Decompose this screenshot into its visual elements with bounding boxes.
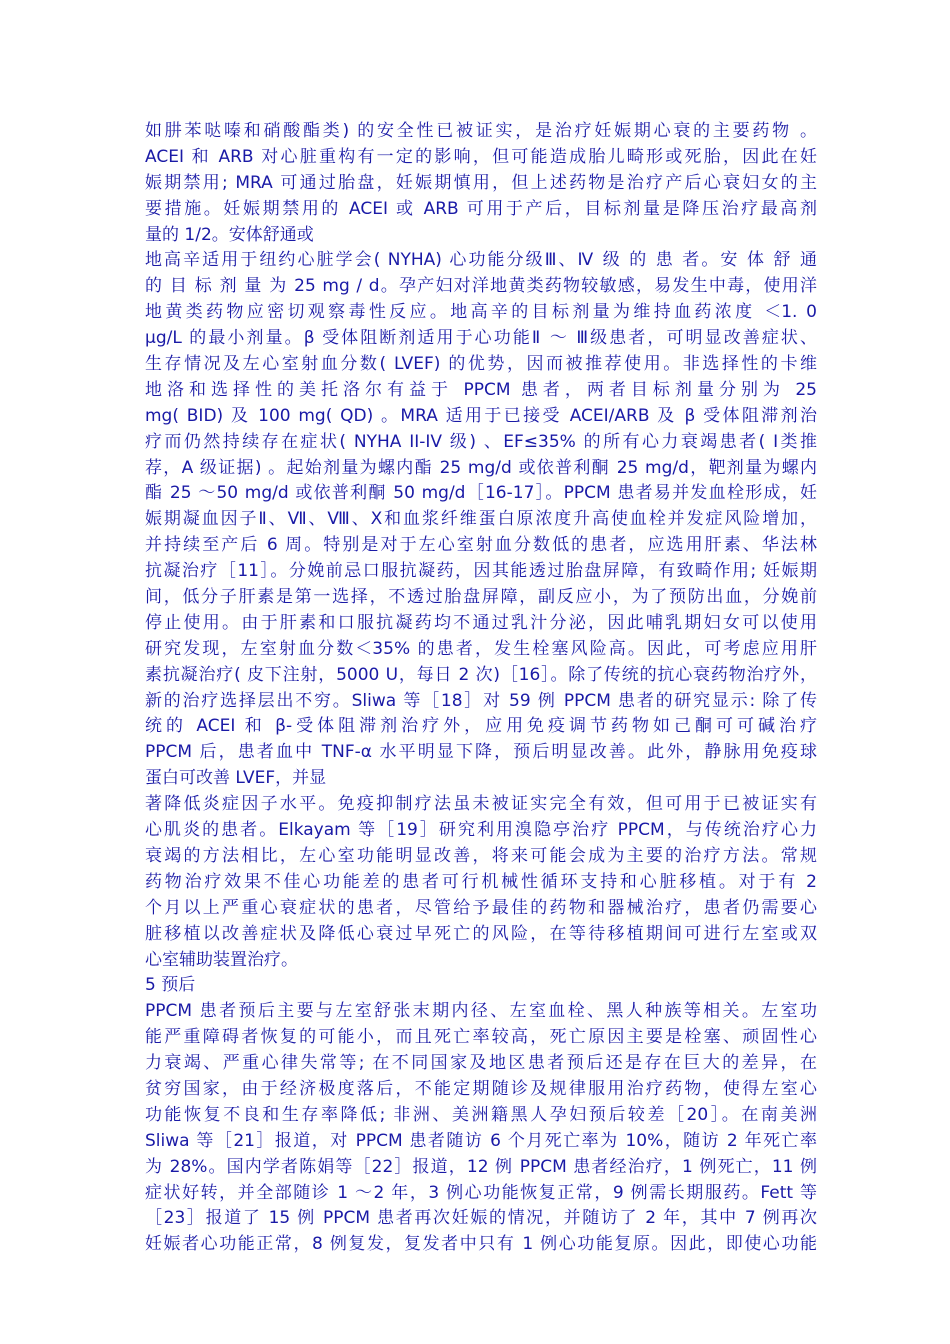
text-line: Sliwa 等［21］报道，对 PPCM 患者随访 6 个月死亡率为 10%，随访 2 年死亡率 bbox=[145, 1130, 817, 1151]
text-line: 荐，A 级证据) 。起始剂量为螺内酯 25 mg/d 或依普利酮 25 mg/d，靶剂量为螺内 bbox=[145, 457, 817, 478]
text-line: 心肌炎的患者。Elkayam 等［19］研究利用溴隐亭治疗 PPCM，与传统治疗心力 bbox=[145, 820, 817, 841]
text-line: 疗而仍然持续存在症状( NYHA II-IV 级) 、EF≤35% 的所有心力衰竭患者( Ⅰ类推 bbox=[145, 431, 817, 452]
text-line: 心室辅助装置治疗。 bbox=[145, 949, 298, 970]
text-line: μg/L 的最小剂量。β 受体阻断剂适用于心功能Ⅱ ～ Ⅲ级患者，可明显改善症状、 bbox=[145, 328, 817, 349]
text-line: 的 目 标 剂 量 为 25 mg / d。孕产妇对洋地黄类药物较敏感，易发生中毒，使用洋 bbox=[145, 276, 817, 297]
text-line: 为 28%。国内学者陈娟等［22］报道，12 例 PPCM 患者经治疗，1 例死亡，11 例 bbox=[145, 1156, 817, 1177]
text-line: 贫穷国家，由于经济极度落后，不能定期随诊及规律服用治疗药物，使得左室心 bbox=[145, 1078, 817, 1099]
text-line: 妊娠者心功能正常，8 例复发，复发者中只有 1 例心功能复原。因此，即使心功能 bbox=[145, 1234, 817, 1255]
text-line: 症状好转，并全部随诊 1 ～2 年，3 例心功能恢复正常，9 例需长期服药。Fett 等 bbox=[145, 1182, 817, 1203]
text-line: 酯 25 ～50 mg/d 或依普利酮 50 mg/d［16-17］。PPCM 患者易并发血栓形成，妊 bbox=[145, 483, 817, 504]
text-line: 新的治疗选择层出不穷。Sliwa 等［18］对 59 例 PPCM 患者的研究显示: 除了传 bbox=[145, 690, 817, 711]
text-line: 地黄类药物应密切观察毒性反应。地高辛的目标剂量为维持血药浓度 ＜1. 0 bbox=[145, 302, 817, 323]
document-body bbox=[145, 119, 817, 1258]
text-line: 功能恢复不良和生存率降低; 非洲、美洲籍黑人孕妇预后较差［20］。在南美洲 bbox=[145, 1104, 817, 1125]
text-line: 素抗凝治疗( 皮下注射，5000 U，每日 2 次)［16］。除了传统的抗心衰药物治疗外， bbox=[145, 664, 817, 685]
text-line: 停止使用。由于肝素和口服抗凝药均不通过乳汁分泌，因此哺乳期妇女可以使用 bbox=[145, 612, 817, 633]
text-line: 衰竭的方法相比，左心室功能明显改善，将来可能会成为主要的治疗方法。常规 bbox=[145, 845, 817, 866]
text-line: ［23］报道了 15 例 PPCM 患者再次妊娠的情况，并随访了 2 年，其中 7 例再次 bbox=[145, 1208, 817, 1229]
text-line: 药物治疗效果不佳心功能差的患者可行机械性循环支持和心脏移植。对于有 2 bbox=[145, 871, 817, 892]
text-line: 蛋白可改善 LVEF，并显 bbox=[145, 768, 327, 789]
text-line: 个月以上严重心衰症状的患者，尽管给予最佳的药物和器械治疗，患者仍需要心 bbox=[145, 897, 817, 918]
text-line: 抗凝治疗［11］。分娩前忌口服抗凝药，因其能透过胎盘屏障，有致畸作用; 妊娠期 bbox=[145, 561, 817, 582]
text-line: PPCM 患者预后主要与左室舒张末期内径、左室血栓、黑人种族等相关。左室功 bbox=[145, 1001, 817, 1022]
text-line: PPCM 后，患者血中 TNF-α 水平明显下降，预后明显改善。此外，静脉用免疫球 bbox=[145, 742, 817, 763]
text-line: 地洛和选择性的美托洛尔有益于 PPCM 患者，两者目标剂量分别为 25 bbox=[145, 379, 817, 400]
text-line: 5 预后 bbox=[145, 975, 196, 996]
text-line: 娠期禁用; MRA 可通过胎盘，妊娠期慎用，但上述药物是治疗产后心衰妇女的主 bbox=[145, 172, 817, 193]
text-line: 如肼苯哒嗪和硝酸酯类) 的安全性已被证实，是治疗妊娠期心衰的主要药物 。 bbox=[145, 121, 817, 141]
text-line: 著降低炎症因子水平。免疫抑制疗法虽未被证实完全有效，但可用于已被证实有 bbox=[145, 794, 817, 815]
text-line: 地高辛适用于纽约心脏学会( NYHA) 心功能分级Ⅲ、Ⅳ 级 的 患 者。安 体 舒 通 bbox=[145, 250, 817, 271]
text-line: 并持续至产后 6 周。特别是对于左心室射血分数低的患者，应选用肝素、华法林 bbox=[145, 535, 817, 556]
text-line: ACEI 和 ARB 对心脏重构有一定的影响，但可能造成胎儿畸形或死胎，因此在妊 bbox=[145, 146, 817, 167]
text-line: 力衰竭、严重心律失常等; 在不同国家及地区患者预后还是存在巨大的差异，在 bbox=[145, 1053, 817, 1074]
text-line: 脏移植以改善症状及降低心衰过早死亡的风险，在等待移植期间可进行左室或双 bbox=[145, 923, 817, 944]
text-line: 生存情况及左心室射血分数( LVEF) 的优势，因而被推荐使用。非选择性的卡维 bbox=[145, 354, 817, 375]
text-line: 量的 1/2。安体舒通或 bbox=[145, 224, 314, 245]
text-line: 间，低分子肝素是第一选择，不透过胎盘屏障，副反应小，为了预防出血，分娩前 bbox=[145, 587, 817, 608]
text-line: 能严重障碍者恢复的可能小，而且死亡率较高，死亡原因主要是栓塞、顽固性心 bbox=[145, 1027, 817, 1048]
text-line: 要措施。妊娠期禁用的 ACEI 或 ARB 可用于产后，目标剂量是降压治疗最高剂 bbox=[145, 198, 817, 219]
text-line: mg( BID) 及 100 mg( QD) 。MRA 适用于已接受 ACEI/ARB 及 β 受体阻滞剂治 bbox=[145, 405, 817, 426]
text-line: 统的 ACEI 和 β-受体阻滞剂治疗外，应用免疫调节药物如己酮可可碱治疗 bbox=[145, 716, 817, 737]
text-line: 研究发现，左室射血分数＜35% 的患者，发生栓塞风险高。因此，可考虑应用肝 bbox=[145, 638, 817, 659]
text-line: 娠期凝血因子Ⅱ、Ⅶ、Ⅷ、Ⅹ和血浆纤维蛋白原浓度升高使血栓并发症风险增加， bbox=[145, 509, 817, 530]
